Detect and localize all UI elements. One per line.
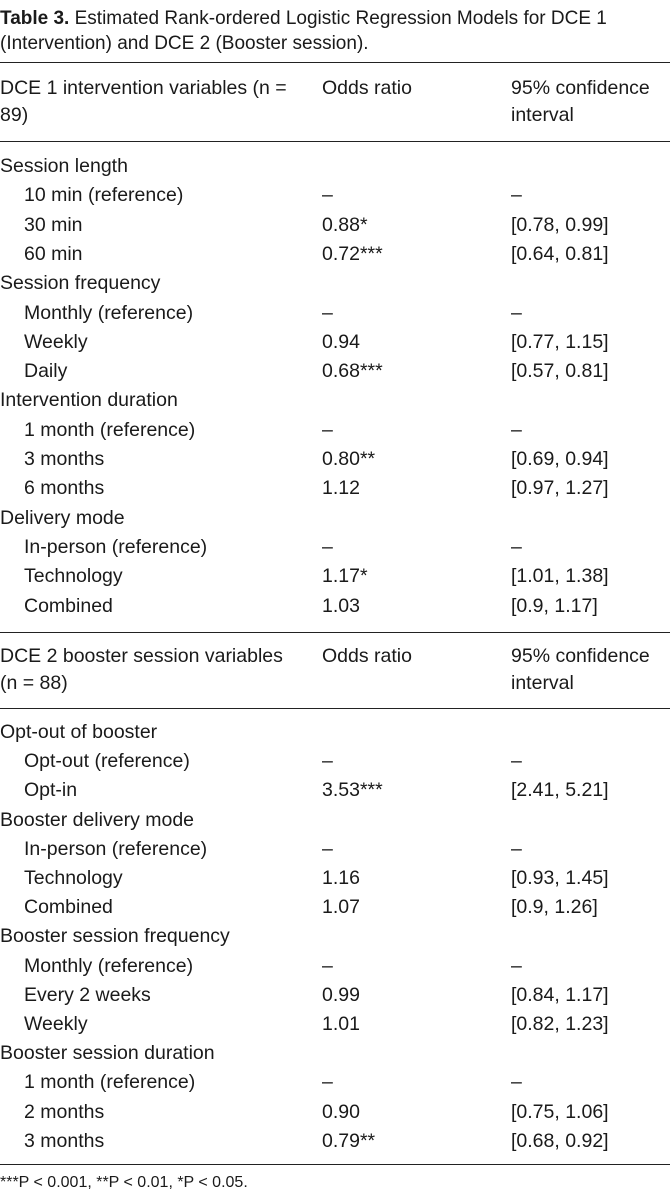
table-row bbox=[0, 328, 670, 357]
odds-ratio-cell: 0.68*** bbox=[322, 360, 383, 383]
row-label: 6 months bbox=[24, 477, 105, 500]
confidence-interval-cell: [0.57, 0.81] bbox=[511, 360, 609, 383]
odds-ratio-cell: 0.94 bbox=[322, 330, 360, 353]
odds-ratio-cell: – bbox=[322, 750, 333, 773]
row-label: In-person (reference) bbox=[24, 535, 208, 558]
confidence-interval-cell: [0.84, 1.17] bbox=[511, 983, 609, 1006]
confidence-interval-cell: [0.68, 0.92] bbox=[511, 1129, 609, 1152]
confidence-interval-cell: [0.82, 1.23] bbox=[511, 1013, 609, 1035]
row-label: Every 2 weeks bbox=[24, 983, 151, 1006]
top-rule bbox=[0, 62, 670, 63]
table-row bbox=[0, 299, 670, 328]
confidence-interval-cell: – bbox=[511, 184, 522, 207]
table-group-row bbox=[0, 718, 670, 747]
odds-ratio-cell: – bbox=[322, 418, 333, 441]
row-label: 1 month (reference) bbox=[24, 1071, 196, 1094]
row-label: 2 months bbox=[24, 1100, 105, 1123]
table-row bbox=[0, 357, 670, 386]
table-row bbox=[0, 835, 670, 864]
confidence-interval-cell: – bbox=[511, 535, 522, 558]
odds-ratio-cell: 0.90 bbox=[322, 1100, 360, 1123]
row-label: 3 months bbox=[24, 1129, 105, 1152]
confidence-interval-cell: [0.77, 1.15] bbox=[511, 330, 609, 353]
row-label: Monthly (reference) bbox=[24, 301, 194, 324]
table-group-row bbox=[0, 269, 670, 298]
odds-ratio-cell: – bbox=[322, 1071, 333, 1094]
table-row bbox=[0, 416, 670, 445]
odds-ratio-cell: 3.53*** bbox=[322, 779, 383, 802]
odds-ratio-cell: 1.01 bbox=[322, 1013, 360, 1035]
odds-ratio-cell: 0.80** bbox=[322, 448, 376, 470]
odds-ratio-cell: – bbox=[322, 535, 333, 558]
row-label: 1 month (reference) bbox=[24, 418, 196, 441]
odds-ratio-cell: 0.99 bbox=[322, 983, 360, 1006]
table-row bbox=[0, 533, 670, 562]
row-label: Intervention duration bbox=[0, 389, 178, 412]
odds-ratio-cell: 1.03 bbox=[322, 594, 360, 617]
row-label: 10 min (reference) bbox=[24, 184, 184, 207]
table-footnote: ***P < 0.001, **P < 0.01, *P < 0.05. bbox=[0, 1174, 248, 1191]
odds-ratio-cell: 1.12 bbox=[322, 477, 360, 500]
row-label: Technology bbox=[24, 867, 123, 889]
confidence-interval-cell: [0.9, 1.26] bbox=[511, 896, 598, 919]
row-label: 3 months bbox=[24, 448, 105, 470]
row-label: Delivery mode bbox=[0, 506, 125, 529]
section2-header-ci: 95% confidence interval bbox=[511, 645, 650, 694]
row-label: In-person (reference) bbox=[24, 837, 208, 860]
confidence-interval-cell: [0.78, 0.99] bbox=[511, 213, 609, 236]
confidence-interval-cell: [0.97, 1.27] bbox=[511, 477, 609, 500]
table-row bbox=[0, 1010, 670, 1039]
table-row bbox=[0, 1098, 670, 1127]
row-label: Booster session duration bbox=[0, 1042, 215, 1065]
confidence-interval-cell: – bbox=[511, 1071, 522, 1094]
odds-ratio-cell: 0.79** bbox=[322, 1129, 376, 1152]
row-label: 30 min bbox=[24, 213, 83, 236]
odds-ratio-cell: – bbox=[322, 954, 333, 977]
table-row bbox=[0, 952, 670, 981]
table-row bbox=[0, 240, 670, 269]
section1-header bbox=[0, 75, 670, 131]
odds-ratio-cell: – bbox=[322, 837, 333, 860]
confidence-interval-cell: [0.9, 1.17] bbox=[511, 594, 598, 617]
odds-ratio-cell: 0.72*** bbox=[322, 242, 383, 265]
table-group-row bbox=[0, 152, 670, 181]
odds-ratio-cell: 0.88* bbox=[322, 213, 368, 236]
table-caption-label: Table 3. bbox=[0, 8, 70, 29]
confidence-interval-cell: – bbox=[511, 301, 522, 324]
table-row bbox=[0, 776, 670, 805]
section2-header-variables: DCE 2 booster session variables (n = 88) bbox=[0, 645, 283, 694]
row-label: Weekly bbox=[24, 1013, 88, 1035]
row-label: 60 min bbox=[24, 242, 83, 265]
table-row bbox=[0, 893, 670, 922]
table-group-row bbox=[0, 1039, 670, 1068]
table-group-row bbox=[0, 922, 670, 951]
section2-header-rule bbox=[0, 708, 670, 709]
odds-ratio-cell: 1.07 bbox=[322, 896, 360, 919]
row-label: Opt-out (reference) bbox=[24, 750, 190, 773]
table-row bbox=[0, 474, 670, 503]
section2-header-odds-ratio: Odds ratio bbox=[322, 645, 412, 667]
confidence-interval-cell: – bbox=[511, 954, 522, 977]
table-row bbox=[0, 1068, 670, 1097]
table-row bbox=[0, 592, 670, 621]
section1-header-rule bbox=[0, 141, 670, 142]
row-label: Monthly (reference) bbox=[24, 954, 194, 977]
section2-header bbox=[0, 643, 670, 699]
confidence-interval-cell: [1.01, 1.38] bbox=[511, 565, 609, 588]
odds-ratio-cell: – bbox=[322, 184, 333, 207]
confidence-interval-cell: [0.75, 1.06] bbox=[511, 1100, 609, 1123]
section1-header-variables: DCE 1 intervention variables (n = 89) bbox=[0, 77, 287, 126]
confidence-interval-cell: [0.93, 1.45] bbox=[511, 867, 609, 889]
confidence-interval-cell: [0.69, 0.94] bbox=[511, 448, 609, 470]
table-group-row bbox=[0, 806, 670, 835]
row-label: Session length bbox=[0, 155, 128, 177]
table-group-row bbox=[0, 504, 670, 533]
row-label: Combined bbox=[24, 896, 113, 919]
table-caption bbox=[0, 0, 670, 52]
section1-header-ci: 95% confidence interval bbox=[511, 77, 650, 126]
section1-header-odds-ratio: Odds ratio bbox=[322, 77, 412, 99]
table-row bbox=[0, 211, 670, 240]
table-row bbox=[0, 445, 670, 474]
table-caption-text: Estimated Rank-ordered Logistic Regression Models for DCE 1 (Intervention) and DCE 2 (Booster session). bbox=[0, 8, 607, 54]
table-row bbox=[0, 864, 670, 893]
confidence-interval-cell: [0.64, 0.81] bbox=[511, 242, 609, 265]
row-label: Session frequency bbox=[0, 272, 161, 295]
row-label: Combined bbox=[24, 594, 113, 617]
section-divider-rule bbox=[0, 632, 670, 633]
confidence-interval-cell: – bbox=[511, 418, 522, 441]
confidence-interval-cell: – bbox=[511, 750, 522, 773]
confidence-interval-cell: [2.41, 5.21] bbox=[511, 779, 609, 802]
table-row bbox=[0, 981, 670, 1010]
odds-ratio-cell: – bbox=[322, 301, 333, 324]
table-group-row bbox=[0, 386, 670, 415]
row-label: Daily bbox=[24, 360, 68, 383]
row-label: Opt-in bbox=[24, 779, 78, 802]
row-label: Technology bbox=[24, 565, 123, 588]
confidence-interval-cell: – bbox=[511, 837, 522, 860]
odds-ratio-cell: 1.16 bbox=[322, 867, 360, 889]
table-row bbox=[0, 562, 670, 591]
row-label: Booster delivery mode bbox=[0, 808, 195, 831]
table-row bbox=[0, 181, 670, 210]
table-row bbox=[0, 1127, 670, 1156]
bottom-rule bbox=[0, 1164, 670, 1165]
odds-ratio-cell: 1.17* bbox=[322, 565, 368, 588]
table-row bbox=[0, 747, 670, 776]
row-label: Booster session frequency bbox=[0, 925, 230, 948]
row-label: Opt-out of booster bbox=[0, 721, 158, 743]
row-label: Weekly bbox=[24, 330, 88, 353]
